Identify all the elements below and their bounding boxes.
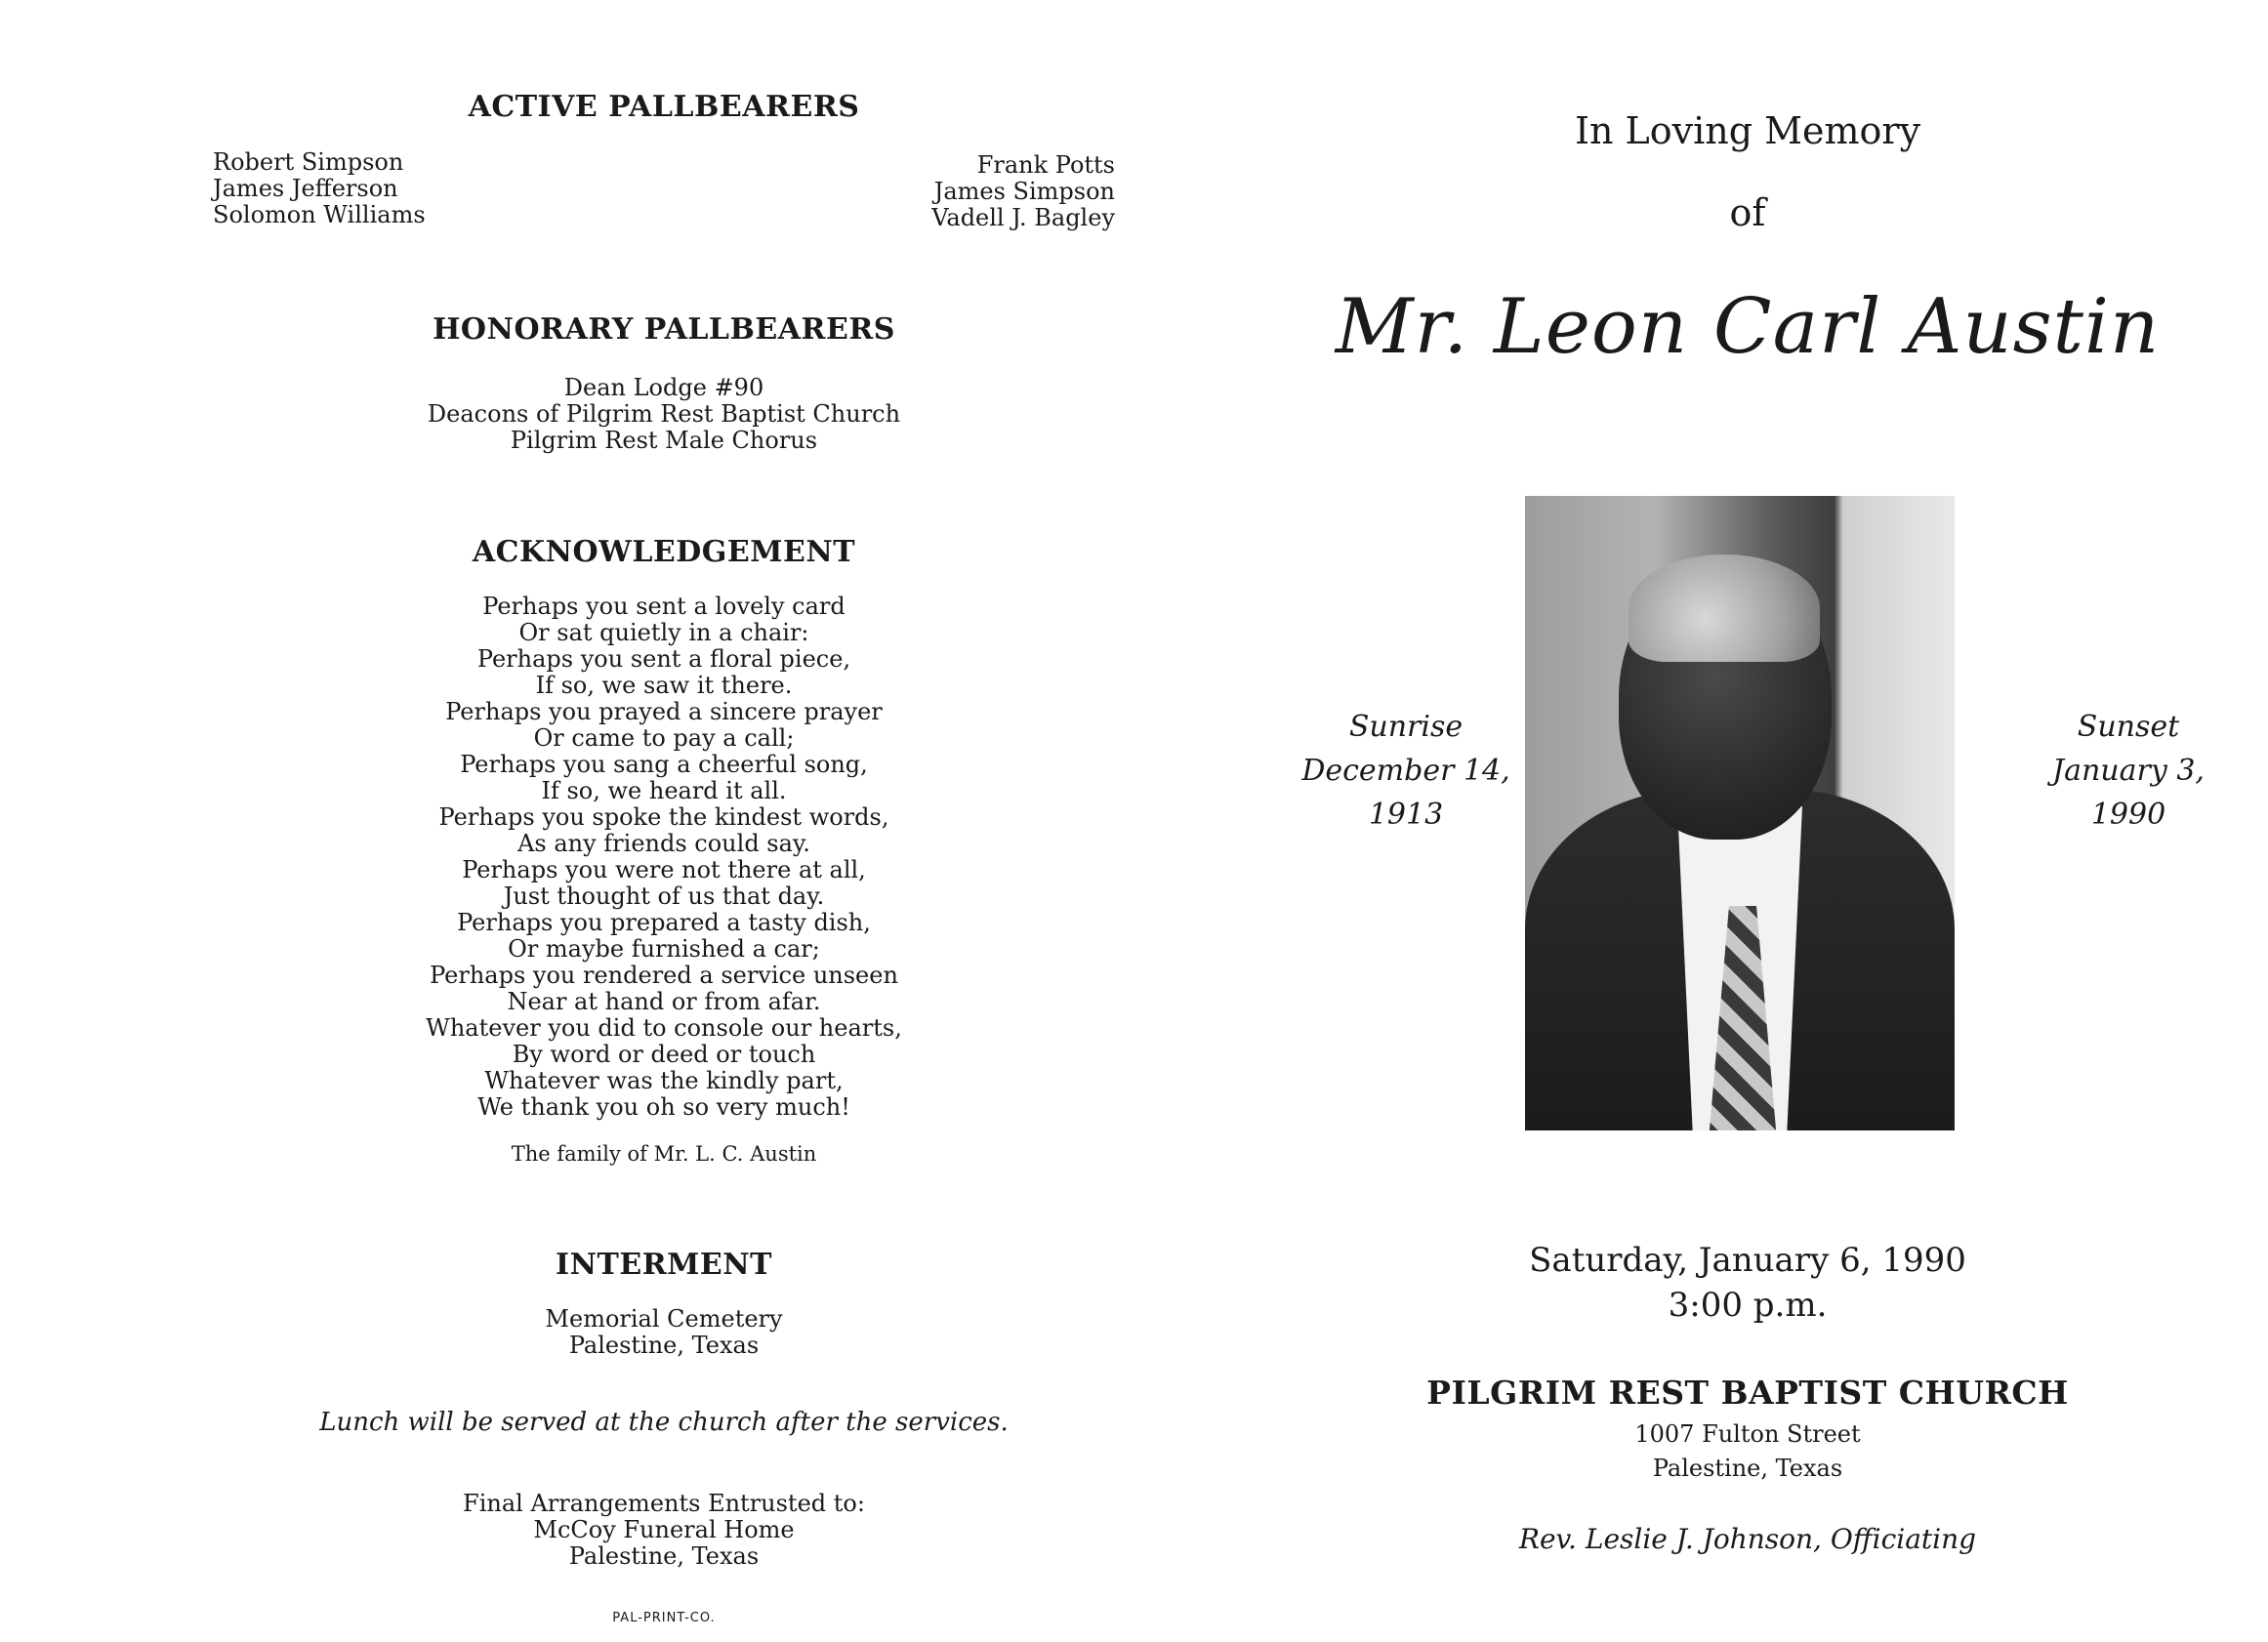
poem-line: Or came to pay a call; bbox=[533, 724, 795, 752]
arrangements-line: Palestine, Texas bbox=[568, 1542, 760, 1570]
interment-heading: INTERMENT bbox=[556, 1248, 772, 1282]
poem-line: Just thought of us that day. bbox=[503, 883, 825, 910]
in-loving-memory-title: In Loving Memory bbox=[1574, 109, 1921, 152]
poem-line: As any friends could say. bbox=[517, 830, 810, 857]
sunset-year: 1990 bbox=[2090, 798, 2166, 832]
church-name: PILGRIM REST BAPTIST CHURCH bbox=[1426, 1374, 2069, 1412]
arrangements-line: McCoy Funeral Home bbox=[533, 1516, 795, 1543]
lunch-note: Lunch will be served at the church after the services. bbox=[319, 1408, 1009, 1437]
deceased-name: Mr. Leon Carl Austin bbox=[1335, 283, 2161, 371]
service-date: Saturday, January 6, 1990 bbox=[1529, 1241, 1966, 1280]
poem-line: Perhaps you sent a lovely card bbox=[482, 593, 845, 620]
church-address bbox=[1240, 1417, 2255, 1486]
poem-line: Perhaps you spoke the kindest words, bbox=[438, 803, 889, 831]
service-datetime bbox=[1240, 1238, 2255, 1328]
honorary-pallbearers-heading: HONORARY PALLBEARERS bbox=[433, 312, 895, 347]
poem-line: We thank you oh so very much! bbox=[477, 1093, 850, 1121]
poem-line: By word or deed or touch bbox=[512, 1041, 816, 1068]
address-city: Palestine, Texas bbox=[1652, 1455, 1843, 1482]
interment-location bbox=[0, 1306, 1328, 1359]
photo-hair bbox=[1629, 554, 1820, 662]
active-pallbearers-right-list bbox=[931, 152, 1115, 231]
pallbearer-name: Frank Potts bbox=[976, 151, 1115, 179]
active-pallbearers-left-list bbox=[213, 149, 426, 228]
final-arrangements bbox=[0, 1491, 1328, 1570]
sunset-label: Sunset bbox=[2077, 710, 2180, 744]
poem-line: Perhaps you were not there at all, bbox=[462, 856, 866, 883]
sunrise-year: 1913 bbox=[1368, 798, 1444, 832]
honorary-line: Pilgrim Rest Male Chorus bbox=[510, 427, 818, 454]
sunrise-date bbox=[1289, 705, 1523, 837]
interment-line: Palestine, Texas bbox=[568, 1332, 760, 1359]
poem-line: Or sat quietly in a chair: bbox=[518, 619, 809, 646]
poem-line: Perhaps you prepared a tasty dish, bbox=[457, 909, 871, 936]
interment-line: Memorial Cemetery bbox=[545, 1305, 783, 1333]
acknowledgement-heading: ACKNOWLEDGEMENT bbox=[472, 535, 856, 569]
acknowledgement-poem bbox=[0, 594, 1328, 1121]
poem-line: Whatever you did to console our hearts, bbox=[426, 1014, 902, 1042]
poem-line: If so, we heard it all. bbox=[541, 777, 787, 804]
poem-line: Perhaps you sang a cheerful song, bbox=[460, 751, 868, 778]
officiating-minister: Rev. Leslie J. Johnson, Officiating bbox=[1518, 1523, 1977, 1555]
poem-line: Perhaps you rendered a service unseen bbox=[430, 962, 898, 989]
honorary-line: Dean Lodge #90 bbox=[563, 374, 764, 401]
poem-line: Perhaps you sent a floral piece, bbox=[476, 645, 851, 673]
poem-line: Whatever was the kindly part, bbox=[484, 1067, 844, 1094]
honorary-pallbearers-list bbox=[0, 375, 1328, 454]
sunrise-day: December 14, bbox=[1301, 754, 1510, 788]
active-pallbearers-heading: ACTIVE PALLBEARERS bbox=[468, 90, 860, 124]
pallbearer-name: Vadell J. Bagley bbox=[931, 204, 1115, 231]
address-street: 1007 Fulton Street bbox=[1634, 1420, 1861, 1448]
sunrise-label: Sunrise bbox=[1348, 710, 1464, 744]
honorary-line: Deacons of Pilgrim Rest Baptist Church bbox=[427, 400, 901, 428]
pallbearer-name: James Simpson bbox=[933, 178, 1115, 205]
pallbearer-name: Solomon Williams bbox=[213, 201, 426, 228]
poem-line: Near at hand or from afar. bbox=[507, 988, 821, 1015]
poem-line: Perhaps you prayed a sincere prayer bbox=[445, 698, 883, 725]
sunset-day: January 3, bbox=[2052, 754, 2205, 788]
poem-line: If so, we saw it there. bbox=[535, 672, 793, 699]
sunset-date bbox=[2011, 705, 2246, 837]
service-time: 3:00 p.m. bbox=[1668, 1286, 1828, 1325]
arrangements-line: Final Arrangements Entrusted to: bbox=[463, 1490, 865, 1517]
family-signature: The family of Mr. L. C. Austin bbox=[511, 1142, 817, 1166]
portrait-photo bbox=[1525, 496, 1955, 1130]
pallbearer-name: Robert Simpson bbox=[213, 148, 404, 176]
poem-line: Or maybe furnished a car; bbox=[508, 935, 820, 963]
pallbearer-name: James Jefferson bbox=[213, 175, 398, 202]
of-text: of bbox=[1729, 191, 1766, 234]
printer-mark: PAL-PRINT-CO. bbox=[612, 1611, 716, 1625]
